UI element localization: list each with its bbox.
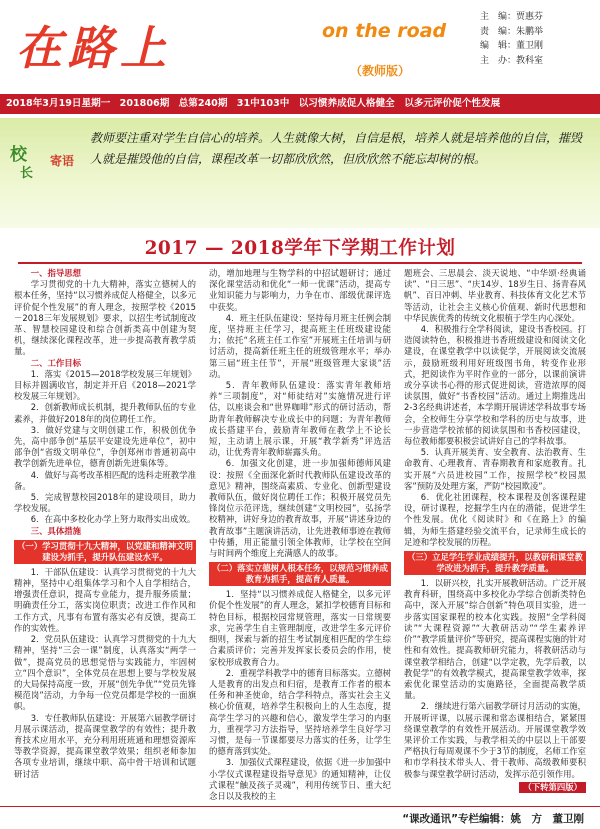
principal-message-text: 教师要注重对学生自信心的培养。人生就像大树，自信是根，培养人就是培养他的自信，摧毁人就是摧毁他的自信，课程改革一切都欣欣然，但欣欣然不能忘却树的根。 bbox=[90, 131, 583, 166]
issue-schools: 31中103中 bbox=[236, 98, 290, 109]
tag-char-1: 校 bbox=[10, 145, 27, 165]
credits-block bbox=[480, 10, 543, 68]
masthead-logo: 在路上 bbox=[16, 21, 172, 75]
article-column-2 bbox=[209, 268, 391, 800]
paragraph: 4．做好与高考改革相匹配的选科走班教学准备。 bbox=[14, 469, 196, 491]
principal-message-tag bbox=[6, 132, 76, 188]
edition-label: （教师版） bbox=[350, 64, 411, 78]
issue-slogan: 以习惯养成促人格健全 以多元评价促个性发展 bbox=[298, 98, 501, 109]
continued-notice: （下转第四版） bbox=[519, 782, 586, 793]
article-body bbox=[14, 268, 588, 800]
credit-line: 责 编：朱鹏举 bbox=[480, 26, 544, 37]
title-divider bbox=[18, 262, 582, 264]
article-column-1 bbox=[14, 268, 196, 800]
paragraph: 学习贯彻党的十九大精神，落实立德树人的根本任务，坚持“以习惯养成促人格健全，以多元评价促个性发展”的育人理念，按照学校《2015－2018三年发展规划》要求，以招生考试制度改革、智慧校园建设和综合创新类高中创建为契机，继续深化课程改革，进一步提高教育教学质量。 bbox=[14, 279, 196, 357]
issue-info-bar bbox=[0, 94, 600, 114]
section-heading: 一、指导思想 bbox=[30, 268, 82, 278]
paragraph: 1．干部队伍建设：认真学习贯彻党的十九大精神，坚持中心组集体学习和个人自学相结合，增强责任意识，提高专业能力，提升服务质量；明确责任分工，落实岗位职责；改进工作作风和工作方式，凡事有布置有落实必有反馈，提高工作的实效性。 bbox=[14, 566, 196, 633]
subsection-banner: （一）学习贯彻十九大精神，以党建和精神文明建设为抓手，提升队伍建设水平。 bbox=[14, 540, 196, 564]
paragraph: 1．落实《2015—2018学校发展三年规划》目标并圆满收官，制定并开启《2018—2021学校发展三年规划》。 bbox=[14, 368, 196, 402]
issue-date: 2018年3月19日星期一 bbox=[6, 98, 111, 109]
page-footer bbox=[0, 806, 600, 829]
masthead bbox=[0, 0, 600, 92]
principal-message-panel bbox=[0, 118, 600, 228]
credit-line: 主 编：贾惠芬 bbox=[480, 12, 544, 22]
masthead-road-text: on the road bbox=[322, 20, 447, 42]
paragraph: 2．党员队伍建设：认真学习贯彻党的十九大精神，坚持“三会一课”制度，认真落实“两学一做”，提高党员的思想觉悟与实践能力，牢固树立“四个意识”，全体党员在思想上要与学校发展的大局保持高度一致，开展“创先争优”“党员先锋模范岗”活动，力争每一位党员都是学校的一面旗帜。 bbox=[14, 634, 196, 712]
subsection-banner: （三）立足学生学业成绩提升，以教研和课堂教学改进为抓手，提升教学质量。 bbox=[404, 551, 586, 575]
paragraph: 2．继续进行第六届教学研讨月活动的实施，开展听评课，以展示课和常态课相结合，紧紧围绕课堂教学的有效性开展活动。开展课堂教学效果评价工作实践，与教学相关的中层以上干部要严格执行每周观课不少于3节的制度，名师工作室和市学科技术带头人、骨干教师、高级教师要积极参与课堂教学研讨活动，发挥示范引领作用。 bbox=[404, 701, 586, 779]
paragraph: 5．认真开展美育、安全教育、法治教育、生命教育、心理教育、青春期教育和家庭教育。扎实开展“六员进校园”工作，按照学校“校园黑客”预防及处理方案，严防“校园欺凌”。 bbox=[404, 447, 586, 491]
paragraph: 5．青年教师队伍建设：落实青年教师培养“三项制度”，对“师徒结对”实施情况进行评估，以座谈会和“世界咖啡”形式的研讨活动，帮助青年教师解决专业成长中的问题；为青年教师成长搭建平台，鼓励青年教师在教学上不论长短，主动请上展示课，开展“教学新秀”评选活动，让优秀青年教师崭露头角。 bbox=[209, 380, 391, 458]
paragraph: 4．班主任队伍建设：坚持每月班主任例会制度，坚持班主任学习，提高班主任班级建设能力；依托“名班主任工作室”开展班主任培训与研讨活动，提高新任班主任的班级管理水平；举办第三届“班主任节”，开展“班级管理大家谈”活动。 bbox=[209, 312, 391, 379]
paragraph: 1．坚持“以习惯养成促人格健全，以多元评价促个性发展”的育人理念，紧扣学校德育目标和特色目标，根据校园常规管理，落实一日常规要求，完善学生自主管理制度，改进学生多元评价细则，探索与新的招生考试制度相匹配的学生综合素质评价；完善并发挥家长委员会的作用，使家校形成教育合力。 bbox=[209, 589, 391, 667]
paragraph: 3．专任教师队伍建设：开展第六届教学研讨月展示课活动，提高课堂教学的有效性；提升教育技术应用水平，充分利用班班通和理想资源库等教学资源，提高课堂教学效果；组织老师参加各项专业培训，继续中职、高中骨干培训和试题研讨活 bbox=[14, 712, 196, 779]
paragraph: 2．创新教师成长机制，提升教师队伍的专业素养，并做好2018年的岗位聘任工作。 bbox=[14, 402, 196, 424]
column-editor-credit: “课改通讯”专栏编辑：姚 方 董卫刚 bbox=[402, 813, 584, 825]
article-column-3 bbox=[404, 268, 586, 800]
tag-char-3: 寄语 bbox=[50, 154, 75, 168]
paragraph: 动，增加地理与生物学科的中招试题研讨；通过深化课堂活动和优化“一师一优课”活动，提高专业知识能力与影响力，力争在市、部级优课评选中获奖。 bbox=[209, 268, 391, 312]
paragraph: 题班会、三思晨会、淡天说地、“中华颂·经典诵读”、“日三思”、“庆14岁、18岁生日、扬青春风帆”、百日冲刺、毕业教育、科技体育文化艺术节等活动，让社会主义核心价值观、新时代思想和中华民族优秀的传统文化根植于学生内心深处。 bbox=[404, 268, 586, 323]
paragraph: 6．优化社团课程，校本课程及创客课程建设，研讨课程，挖掘学生内在的潜能，促进学生个性发展。优化《阅读时》和《在路上》的编辑，为师生搭建经验交流平台，记录师生成长的足迹和学校发展的历程。 bbox=[404, 492, 586, 547]
paragraph: 2．重视学科教学中的德育目标落实。立德树人是教育的出发点和归宿，是教育工作者的根本任务和神圣使命，结合学科特点，落实社会主义核心价值观，培养学生积极向上的人生态度，提高学生学习的兴趣和信心，激发学生学习的内驱力，重视学习方法指导，坚持培养学生良好学习习惯，是每一节课都要尽力落实的任务，让学生的德育落到实处。 bbox=[209, 667, 391, 757]
paragraph: 3．做好党建与文明创建工作，积极创优争先，高中部争创“基层平安建设先进单位”，初中部争创“省级文明单位”，争创郑州市普通初高中教学创新先进单位，德育创新先进集体等。 bbox=[14, 424, 196, 469]
tag-char-2: 长 bbox=[20, 166, 34, 181]
issue-number: 201806期 bbox=[119, 98, 170, 109]
article-title: 2017 — 2018学年下学期工作计划 bbox=[144, 238, 456, 259]
issue-total: 总第240期 bbox=[178, 98, 228, 109]
credit-line: 主 办：教科室 bbox=[480, 55, 544, 66]
paragraph: 6．在高中多校化办学上努力取得实出成效。 bbox=[30, 514, 196, 525]
subsection-banner: （二）落实立德树人根本任务，以规范习惯养成教育为抓手，提高育人质量。 bbox=[209, 562, 391, 586]
paragraph: 6．加强文化创建，进一步加强师德师风建设：按照《全面深化新时代教师队伍建设改革的意见》精神，围绕高素质、专业化、创新型建设教师队伍，做好岗位聘任工作；积极开展党员先锋岗位示范评选，继续创建“文明校园”，弘扬学校精神，讲好身边的教育故事，开展“讲述身边的教育故事”主题演讲活动，让先进教师事迹在教师中传播，用正能量引领全体教师，让学校在空间与时间两个维度上充满感人的故事。 bbox=[209, 458, 391, 559]
section-heading: 三、具体措施 bbox=[30, 525, 82, 536]
paragraph: 5．完成智慧校园2018年的建设项目，助力学校发展。 bbox=[14, 492, 196, 514]
paragraph: 4．积极推行全学科阅读，建设书香校园。打造阅读特色，积极推进书香班级建设和阅读文化建设，在课堂教学中以读促学，开展阅读交流展示，鼓励班级利用好班级图书角，转变作业形式，把阅读作为平时作业的一部分，以课前演讲或分享读书心得的形式促进阅读，营造浓厚的阅读氛围，做好“书香校园”活动。通过上期推选出2-3名经典讲述者，本学期开展讲述学科故事专场会，全校师生分享学校和学科的历史与故事，进一步营造学校浓郁的阅读氛围和书香校园建设，每位教师都要积极尝试讲好自己的学科故事。 bbox=[404, 324, 586, 447]
paragraph: 1．以研兴校，扎实开展教研活动。广泛开展教育科研，围绕高中多校化办学综合创新类特色高中，深入开展“综合创新”特色项目实验，进一步落实国家课程的校本化实践。按照“全学科阅读”“大课程资源”“大教研活动”“学生素养评价”“教学质量评价”等研究，提高课程实施的针对性和有效性。提高教师研究能力，将教研活动与课堂教学相结合，创建“以学定教，先学后教，以教促学”的有效教学模式，提高课堂教学效率，探索优化课堂活动的实施路径，全面提高教学质量。 bbox=[404, 578, 586, 701]
section-heading: 二、工作目标 bbox=[30, 357, 82, 368]
paragraph: 3．加强仪式课程建设，依据《进一步加强中小学仪式课程建设指导意见》的通知精神，让仪式课程“触及孩子灵魂”，利用传统节日、重大纪念日以及我校的主 bbox=[209, 757, 391, 800]
credit-line: 编 辑：董卫刚 bbox=[480, 41, 544, 51]
